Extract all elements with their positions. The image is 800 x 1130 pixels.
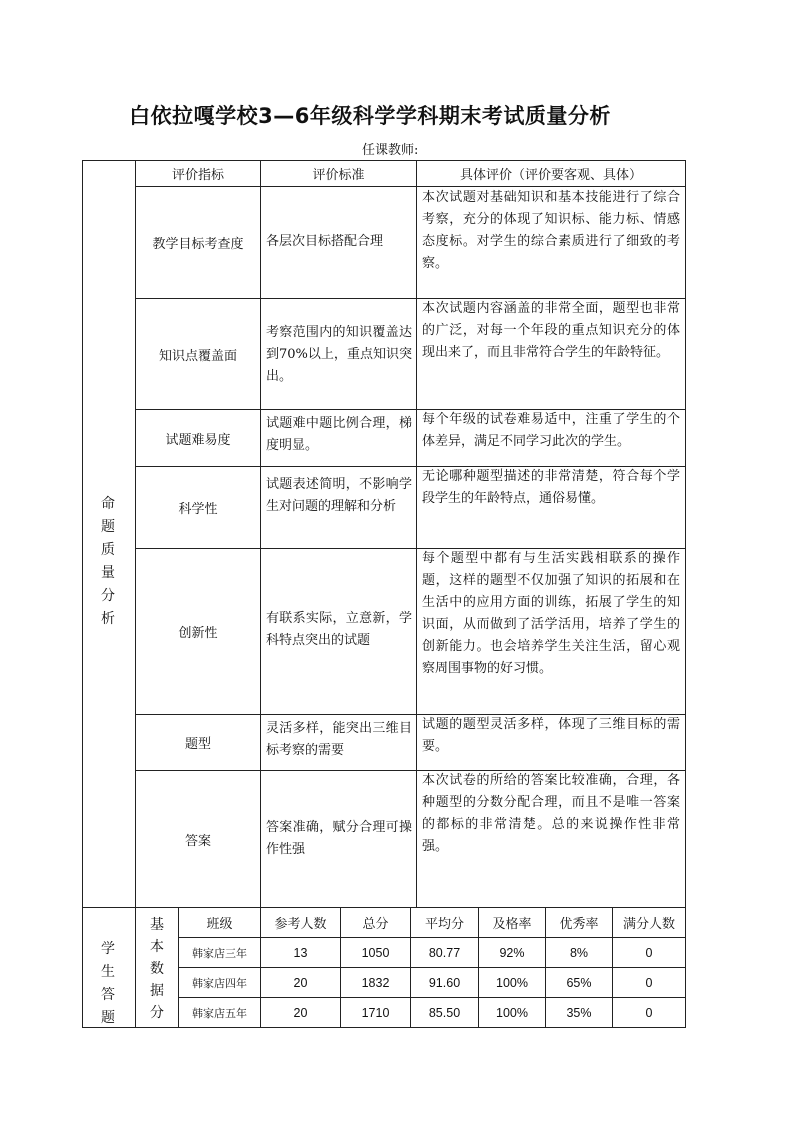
standard-cell: 有联系实际，立意新，学科特点突出的试题 bbox=[266, 611, 412, 648]
standard-cell: 答案准确，赋分合理可操作性强 bbox=[266, 820, 412, 857]
evaluation-cell: 试题的题型灵活多样，体现了三维目标的需要。 bbox=[422, 717, 680, 754]
evaluation-cell: 无论哪种题型描述的非常清楚，符合每个学段学生的年龄特点，通俗易懂。 bbox=[422, 469, 680, 506]
sublabel-basic-data: 基 本 数 据 分 bbox=[150, 917, 164, 1021]
indicator-cell: 知识点覆盖面 bbox=[158, 348, 237, 364]
indicator-cell: 答案 bbox=[184, 833, 211, 849]
section-label-student-answers: 学 生 答 题 bbox=[101, 941, 115, 1026]
indicator-cell: 创新性 bbox=[178, 626, 218, 641]
stat-cell: 20 bbox=[293, 1005, 308, 1020]
evaluation-cell: 本次试题对基础知识和基本技能进行了综合考察，充分的体现了知识标、能力标、情感态度标。对学生的综合素质进行了细致的考察。 bbox=[422, 190, 680, 271]
stat-cell: 65% bbox=[566, 975, 592, 990]
header-excellent-rate: 优秀率 bbox=[559, 917, 599, 932]
stat-cell: 1832 bbox=[361, 975, 390, 990]
header-class: 班级 bbox=[206, 917, 233, 932]
table-border bbox=[82, 160, 83, 1028]
stat-cell: 85.50 bbox=[428, 1005, 461, 1020]
indicator-cell: 教学目标考查度 bbox=[152, 237, 244, 252]
stat-cell: 13 bbox=[293, 945, 308, 960]
class-name-cell: 韩家店三年 bbox=[192, 946, 247, 960]
header-total-score: 总分 bbox=[362, 917, 389, 932]
stat-cell: 80.77 bbox=[428, 945, 461, 960]
table-rule bbox=[416, 160, 417, 907]
standard-cell: 试题难中题比例合理，梯度明显。 bbox=[266, 416, 412, 453]
stat-cell: 100% bbox=[496, 975, 528, 990]
header-average: 平均分 bbox=[424, 917, 464, 932]
stat-cell: 1050 bbox=[361, 945, 390, 960]
stat-cell: 0 bbox=[645, 975, 653, 990]
evaluation-cell: 每个题型中都有与生活实践相联系的操作题，这样的题型不仅加强了知识的拓展和在生活中的应用方面的训练，拓展了学生的知识面，从而做到了活学活用，培养了学生的创新能力。也会培养学生关注生活，留心观察周围事物的好习惯。 bbox=[422, 551, 680, 676]
teacher-label: 任课教师: bbox=[362, 143, 419, 158]
standard-cell: 灵活多样，能突出三维目标考察的需要 bbox=[266, 721, 412, 758]
stat-cell: 0 bbox=[645, 945, 653, 960]
evaluation-cell: 本次试卷的所给的答案比较准确，合理，各种题型的分数分配合理，而且不是唯一答案的都标的非常清楚。总的来说操作性非常强。 bbox=[422, 773, 680, 854]
table-border bbox=[82, 1027, 686, 1028]
indicator-cell: 科学性 bbox=[178, 502, 218, 517]
header-participants: 参考人数 bbox=[274, 917, 327, 932]
standard-cell: 各层次目标搭配合理 bbox=[266, 234, 384, 249]
stat-cell: 1710 bbox=[361, 1005, 390, 1020]
stat-cell: 0 bbox=[645, 1005, 653, 1020]
standard-cell: 考察范围内的知识覆盖达到70%以上，重点知识突出。 bbox=[266, 325, 412, 384]
indicator-cell: 题型 bbox=[184, 737, 211, 752]
stat-cell: 92% bbox=[499, 945, 525, 960]
header-evaluation: 具体评价（评价要客观、具体） bbox=[459, 168, 642, 183]
indicator-cell: 试题难易度 bbox=[165, 432, 231, 448]
header-full-marks: 满分人数 bbox=[622, 917, 675, 932]
stat-cell: 35% bbox=[566, 1005, 592, 1020]
header-pass-rate: 及格率 bbox=[492, 917, 532, 932]
evaluation-cell: 每个年级的试卷难易适中，注重了学生的个体差异，满足不同学习此次的学生。 bbox=[422, 412, 680, 449]
standard-cell: 试题表述简明，不影响学生对问题的理解和分析 bbox=[266, 477, 412, 514]
table-border bbox=[685, 160, 686, 1028]
class-name-cell: 韩家店五年 bbox=[192, 1006, 247, 1020]
table-rule bbox=[260, 160, 261, 907]
class-name-cell: 韩家店四年 bbox=[192, 976, 247, 990]
stat-cell: 8% bbox=[569, 945, 589, 960]
stat-cell: 100% bbox=[496, 1005, 528, 1020]
stat-cell: 91.60 bbox=[428, 975, 461, 990]
header-indicator: 评价指标 bbox=[171, 168, 224, 183]
page-title: 白依拉嘎学校3—6年级科学学科期末考试质量分析 bbox=[129, 104, 611, 128]
evaluation-cell: 本次试题内容涵盖的非常全面，题型也非常的广泛，对每一个年段的重点知识充分的体现出来了，而且非常符合学生的年龄特征。 bbox=[422, 301, 680, 360]
section-label-proposition-quality: 命 题 质 量 分 析 bbox=[101, 496, 115, 627]
stat-cell: 20 bbox=[293, 975, 308, 990]
header-standard: 评价标准 bbox=[312, 168, 365, 183]
